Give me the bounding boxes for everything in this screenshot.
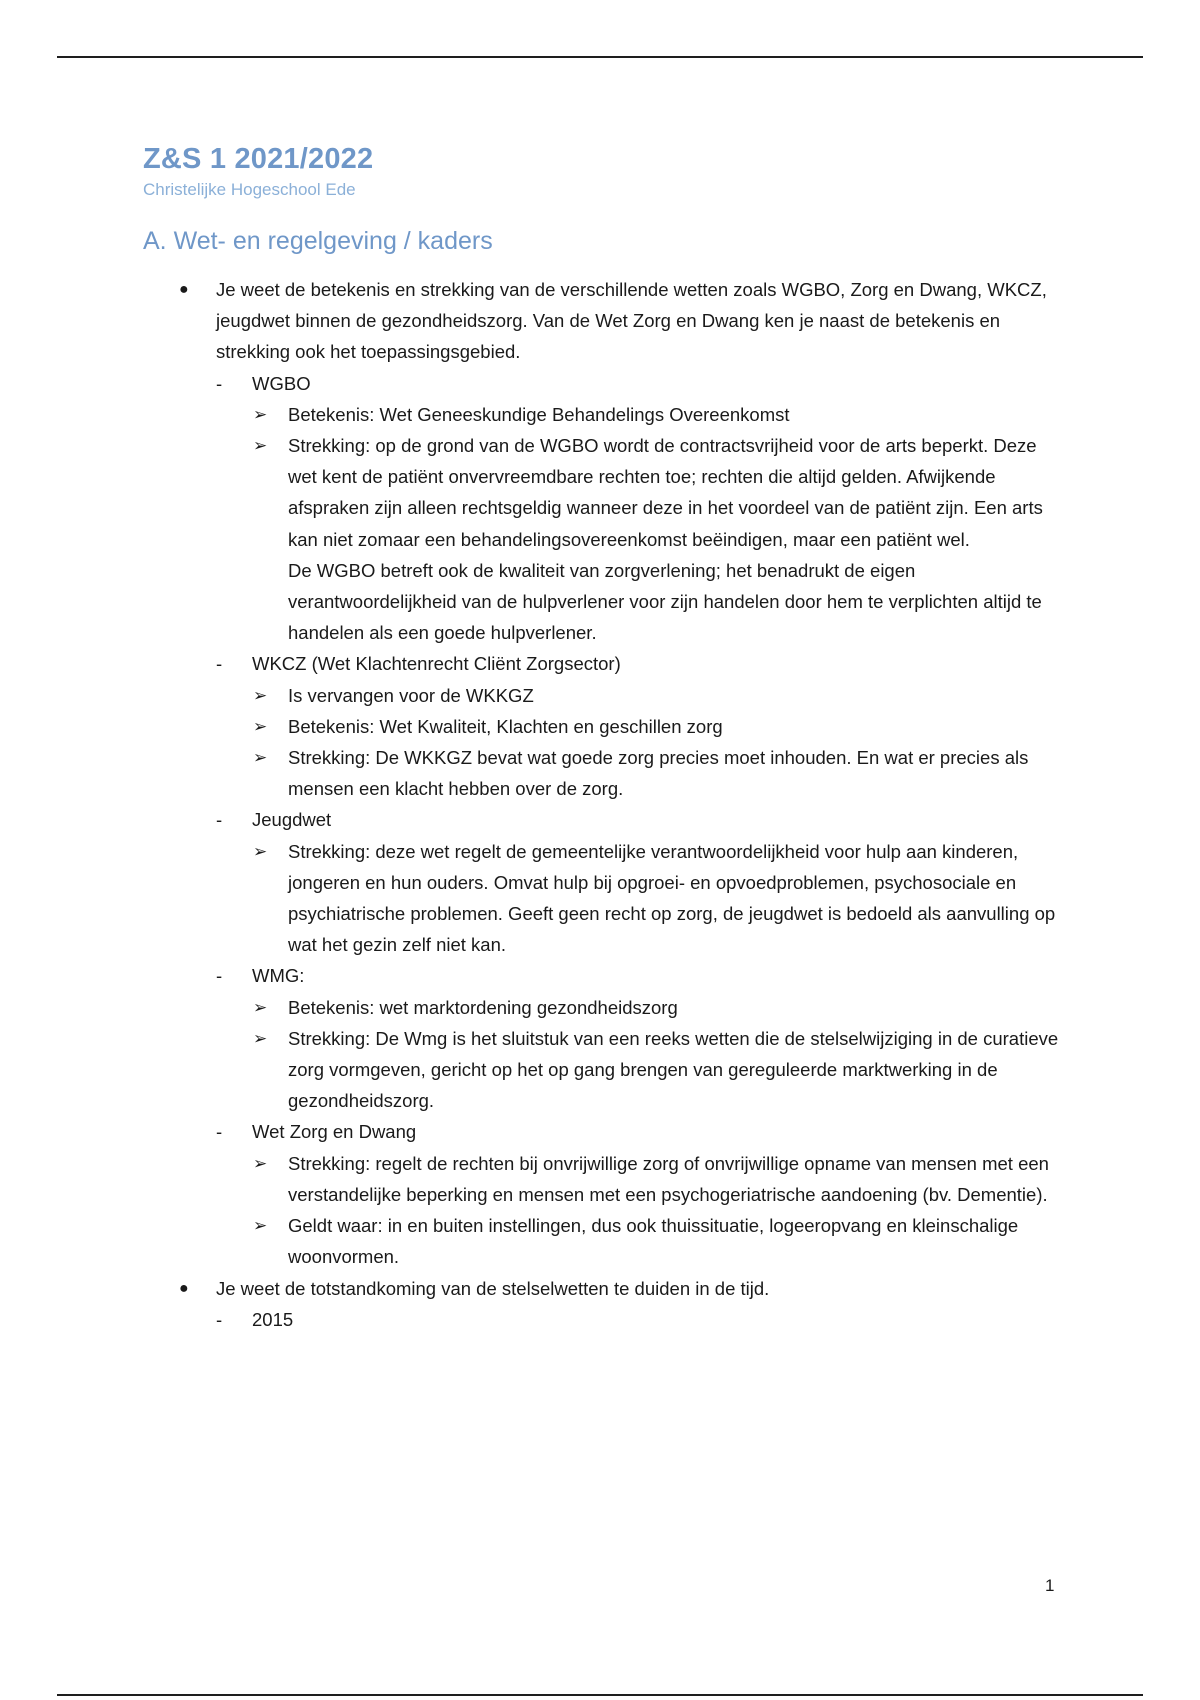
law-point xyxy=(252,1148,1063,1210)
year-label: 2015 xyxy=(252,1308,294,1330)
law-point-text: Strekking: De Wmg is het sluitstuk van een reeks wetten die de stelselwijziging in de curatieve zorg vormgeven, gericht op het op gang brengen van gereguleerde marktwerking in de gezondheidszorg. xyxy=(288,1027,1059,1112)
law-list xyxy=(216,368,1063,1273)
law-label: WGBO xyxy=(252,372,311,394)
law-label: WKCZ (Wet Klachtenrecht Cliënt Zorgsector) xyxy=(252,653,621,675)
arrow-bullet-icon: ➢ xyxy=(253,1028,268,1048)
law-item-wgbo xyxy=(216,368,1063,649)
law-point xyxy=(252,680,1063,711)
arrow-bullet-icon: ➢ xyxy=(253,716,268,736)
law-points xyxy=(252,680,1063,805)
arrow-bullet-icon: ➢ xyxy=(253,841,268,861)
law-point-text: Betekenis: Wet Kwaliteit, Klachten en geschillen zorg xyxy=(288,715,723,737)
arrow-bullet-icon: ➢ xyxy=(253,997,268,1017)
law-points xyxy=(252,399,1063,649)
list-item-text: Je weet de totstandkoming van de stelselwetten te duiden in de tijd. xyxy=(216,1277,770,1299)
dash-icon: - xyxy=(216,965,223,987)
law-points xyxy=(252,992,1063,1117)
law-point xyxy=(252,430,1063,648)
year-item xyxy=(216,1304,1063,1335)
dash-icon: - xyxy=(216,653,223,675)
law-point xyxy=(252,399,1063,430)
arrow-bullet-icon: ➢ xyxy=(253,436,268,456)
law-item-wet-zorg-en-dwang xyxy=(216,1116,1063,1272)
list-item xyxy=(143,1273,1063,1335)
law-point xyxy=(252,1210,1063,1272)
law-point xyxy=(252,742,1063,804)
dash-icon: - xyxy=(216,809,223,831)
law-points xyxy=(252,836,1063,961)
year-list xyxy=(216,1304,1063,1335)
law-item-wmg xyxy=(216,960,1063,1116)
dash-icon: - xyxy=(216,1308,223,1330)
document-body xyxy=(143,140,1063,1335)
law-label: Wet Zorg en Dwang xyxy=(252,1121,417,1143)
law-label: Jeugdwet xyxy=(252,809,332,831)
law-point xyxy=(252,1023,1063,1117)
law-point-continuation: De WGBO betreft ook de kwaliteit van zorgverlening; het benadrukt de eigen verantwoordelijkheid van de hulpverlener voor zijn handelen door hem te verplichten altijd te handelen als een goede hulpverlener. xyxy=(288,559,1042,644)
law-point-text: Strekking: deze wet regelt de gemeentelijke verantwoordelijkheid voor hulp aan kinderen, jongeren en hun ouders. Omvat hulp bij opgroei- en opvoedproblemen, psychosociale en psychiatrische problemen. Geeft geen recht op zorg, de jeugdwet is bedoeld als aanvulling op wat het gezin zelf niet kan. xyxy=(288,840,1056,956)
section-heading: A. Wet- en regelgeving / kaders xyxy=(143,227,493,255)
law-point xyxy=(252,836,1063,961)
arrow-bullet-icon: ➢ xyxy=(253,1153,268,1173)
arrow-bullet-icon: ➢ xyxy=(253,1216,268,1236)
bullet-icon: ● xyxy=(179,1279,189,1297)
arrow-bullet-icon: ➢ xyxy=(253,404,268,424)
law-point-text: Betekenis: wet marktordening gezondheidszorg xyxy=(288,996,678,1018)
law-points xyxy=(252,1148,1063,1273)
document-subtitle: Christelijke Hogeschool Ede xyxy=(143,180,356,199)
document-title: Z&S 1 2021/2022 xyxy=(143,143,374,175)
law-label: WMG: xyxy=(252,965,305,987)
law-point-text: Is vervangen voor de WKKGZ xyxy=(288,684,534,706)
law-point-text: Betekenis: Wet Geneeskundige Behandelings Overeenkomst xyxy=(288,403,790,425)
arrow-bullet-icon: ➢ xyxy=(253,748,268,768)
law-point-text: Geldt waar: in en buiten instellingen, dus ook thuissituatie, logeeropvang en kleinschalige woonvormen. xyxy=(288,1215,1019,1268)
list-item xyxy=(143,274,1063,1273)
dash-icon: - xyxy=(216,372,223,394)
dash-icon: - xyxy=(216,1121,223,1143)
law-item-wkcz xyxy=(216,648,1063,804)
footer-rule xyxy=(57,1694,1143,1696)
learning-goals-list xyxy=(143,274,1063,1335)
bullet-icon: ● xyxy=(179,281,189,298)
law-point-text: Strekking: regelt de rechten bij onvrijwillige zorg of onvrijwillige opname van mensen met een verstandelijke beperking en mensen met een psychogeriatrische aandoening (bv. Dementie). xyxy=(288,1152,1049,1205)
law-point-text: Strekking: op de grond van de WGBO wordt de contractsvrijheid voor de arts beperkt. Deze wet kent de patiënt onvervreemdbare rechten toe; rechten die altijd gelden. Afwijkende afspraken zijn alleen rechtsgeldig wanneer deze in het voordeel van de patiënt zijn. Een arts kan niet zomaar een behandelingsovereenkomst beëindigen, maar een patiënt wel. xyxy=(288,435,1043,550)
law-point-text: Strekking: De WKKGZ bevat wat goede zorg precies moet inhouden. En wat er precies als mensen een klacht hebben over de zorg. xyxy=(288,747,1029,800)
arrow-bullet-icon: ➢ xyxy=(253,685,268,705)
law-point xyxy=(252,992,1063,1023)
law-item-jeugdwet xyxy=(216,804,1063,960)
header-rule xyxy=(57,56,1143,58)
list-item-text: Je weet de betekenis en strekking van de verschillende wetten zoals WGBO, Zorg en Dwang, WKCZ, jeugdwet binnen de gezondheidszorg. Van de Wet Zorg en Dwang ken je naast de betekenis en strekking ook het toepassingsgebied. xyxy=(216,279,1047,363)
page-number: 1 xyxy=(1045,1576,1055,1595)
law-point xyxy=(252,711,1063,742)
